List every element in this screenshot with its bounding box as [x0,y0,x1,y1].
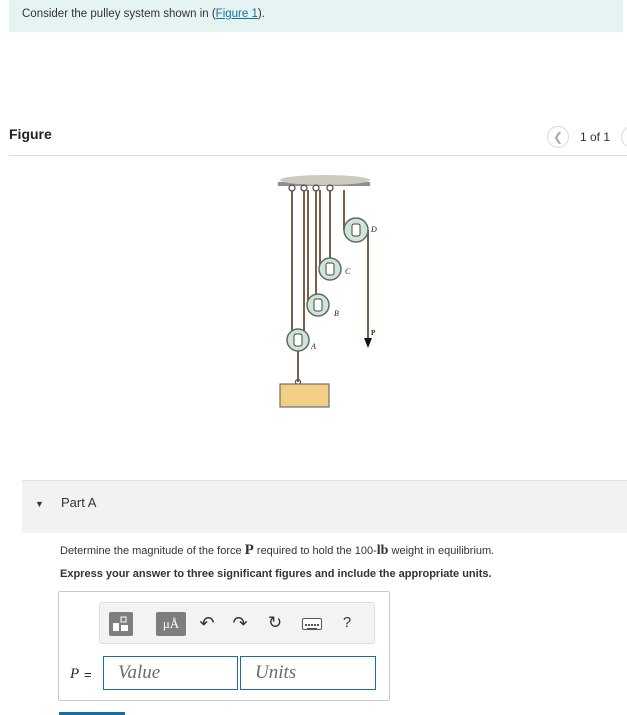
force-label-p: P [371,329,376,337]
caret-down-icon: ▼ [35,499,44,509]
key [308,624,310,626]
keyboard-icon [303,622,321,632]
figure-link[interactable]: Figure 1 [215,8,258,20]
intro-text-after: ). [257,8,265,20]
pulley-a [287,329,309,351]
pulley-label-c: C [345,267,351,276]
figure-pager [547,126,627,148]
answer-box [58,591,390,701]
value-input[interactable] [103,656,238,690]
next-figure-button[interactable] [621,126,627,148]
help-button[interactable] [337,612,357,636]
arrow-down-icon [364,338,372,348]
units-button[interactable] [156,612,186,636]
template-box [121,625,128,631]
question-text-before: Determine the magnitude of the force [60,545,245,557]
reset-icon: ↻ [267,613,283,632]
redo-button[interactable] [230,612,250,636]
key [305,624,307,626]
template-box [121,617,126,622]
units-input[interactable] [240,656,376,690]
pulley-d [344,218,368,242]
previous-figure-button[interactable] [547,126,569,148]
templates-icon [109,612,133,636]
key [311,624,313,626]
undo-icon: ↶ [199,613,215,633]
key [317,624,319,626]
ceiling-support [280,175,370,185]
keyboard-button[interactable] [302,618,322,630]
question-text-middle: required to hold the 100- [253,545,377,557]
intro-text-before: Consider the pulley system shown in ( [22,8,216,20]
pulley-c [319,258,341,280]
pulley-label-d: D [371,225,377,234]
weight-unit: lb [376,543,389,558]
pulley-hub [326,263,334,275]
pulley-hub [352,224,360,236]
chevron-left-icon: ❮ [552,130,564,144]
intro-text [22,8,265,20]
help-icon: ? [342,614,352,631]
divider [9,155,627,156]
redo-icon: ↷ [232,613,248,633]
reset-button[interactable] [265,612,285,636]
answer-equals: = [84,667,92,682]
answer-instruction: Express your answer to three significant figures and include the appropriate units. [60,568,492,580]
intro-banner [9,0,623,32]
templates-button[interactable] [109,612,133,636]
pulley-hub [294,334,302,346]
question-text-after: weight in equilibrium. [388,545,495,557]
units-icon: μÅ [162,616,180,631]
spacebar [307,628,317,630]
figure-page-count: 1 of 1 [580,130,611,144]
pulley-label-a: A [311,342,316,351]
math-toolbar [99,602,375,644]
pulley-b [307,294,329,316]
key [314,624,316,626]
answer-symbol: P [70,666,80,682]
question-text [60,542,494,559]
figure-heading: Figure [9,126,52,142]
template-box [113,623,119,631]
undo-button[interactable] [197,612,217,636]
pulley-label-b: B [334,309,339,318]
part-a-header[interactable] [22,480,627,533]
pulley-system-figure [270,170,380,410]
force-symbol: P [244,542,254,558]
pulley-hub [314,299,322,311]
weight-block [280,384,329,407]
part-label: Part A [61,495,97,510]
